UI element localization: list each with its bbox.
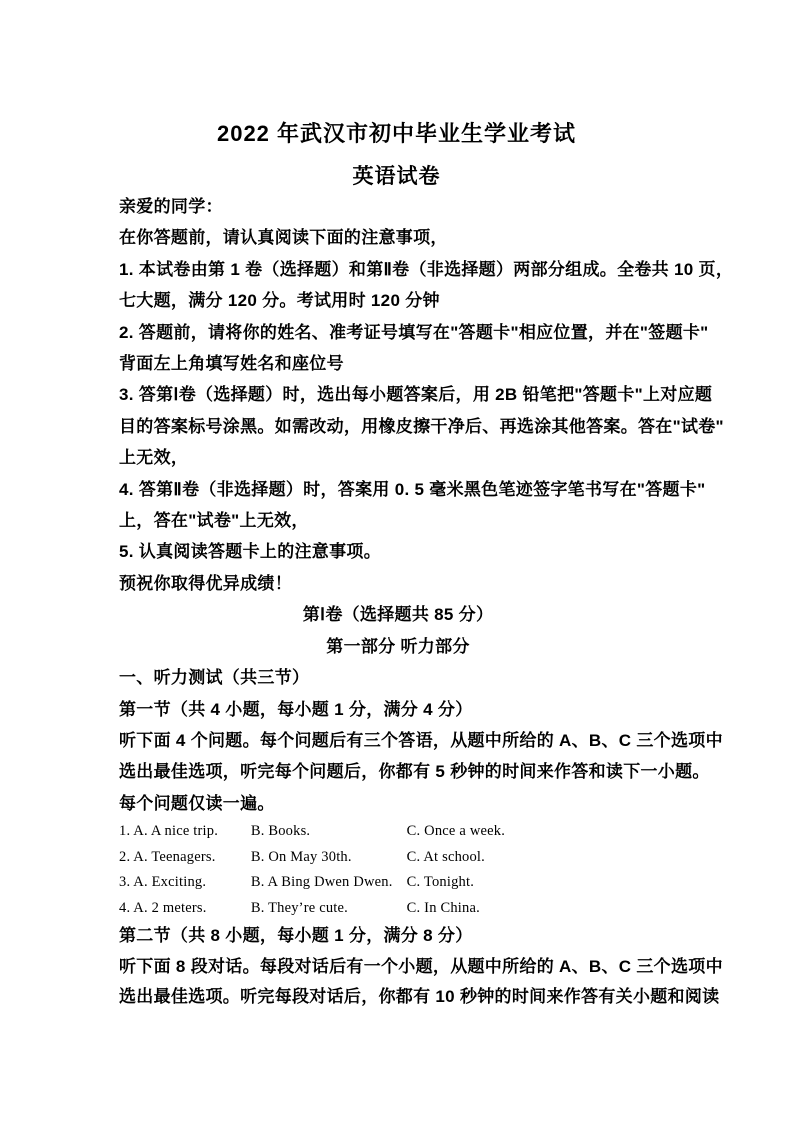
exam-subtitle: 英语试卷 <box>352 165 441 188</box>
question-row <box>119 896 677 922</box>
part2-instruction-line: 听下面 8 段对话。每段对话后有一个小题，从题中所给的 A、B、C 三个选项中 <box>119 956 723 976</box>
question-row <box>119 819 677 845</box>
part2-instruction-line: 选出最佳选项。听完每段对话后，你都有 10 秒钟的时间来作答有关小题和阅读 <box>119 987 720 1007</box>
option-b: B. They’re cute. <box>250 899 348 916</box>
option-a: 2. A. Teenagers. <box>119 848 216 865</box>
listening-section-heading: 一、听力测试（共三节） <box>119 668 310 688</box>
intro-lead: 在你答题前，请认真阅读下面的注意事项， <box>119 228 448 248</box>
question-row <box>119 870 677 896</box>
notice-line: 5. 认真阅读答题卡上的注意事项。 <box>119 542 382 562</box>
notice-line: 七大题，满分 120 分。考试用时 120 分钟 <box>119 291 440 311</box>
part1-heading: 第一节（共 4 小题，每小题 1 分，满分 4 分） <box>119 699 473 719</box>
notice-line: 目的答案标号涂黑。如需改动，用橡皮擦干净后、再选涂其他答案。答在"试卷" <box>119 416 724 436</box>
option-a: 4. A. 2 meters. <box>119 899 207 916</box>
exam-title: 2022 年武汉市初中毕业生学业考试 <box>216 121 577 146</box>
part1-instruction-line: 听下面 4 个问题。每个问题后有三个答语，从题中所给的 A、B、C 三个选项中 <box>119 730 723 750</box>
option-c: C. At school. <box>406 848 485 865</box>
option-a: 1. A. A nice trip. <box>119 823 219 840</box>
option-c: C. Once a week. <box>406 823 506 840</box>
option-a: 3. A. Exciting. <box>119 874 207 891</box>
wish-line: 预祝你取得优异成绩！ <box>119 573 292 593</box>
option-b: B. On May 30th. <box>250 848 352 865</box>
notice-line: 上无效， <box>119 448 189 468</box>
option-c: C. In China. <box>406 899 480 916</box>
part1-instruction-line: 每个问题仅读一遍。 <box>119 793 275 813</box>
salutation: 亲爱的同学： <box>119 197 223 216</box>
volume-heading: 第Ⅰ卷（选择题共 85 分） <box>302 605 494 625</box>
notice-line: 上，答在"试卷"上无效， <box>119 511 309 531</box>
part2-block <box>119 921 723 1013</box>
notice-line: 2. 答题前，请将你的姓名、准考证号填写在"答题卡"相应位置，并在"签题卡" <box>119 322 709 342</box>
part2-heading: 第二节（共 8 小题，每小题 1 分，满分 8 分） <box>119 926 473 946</box>
option-b: B. A Bing Dwen Dwen. <box>250 874 393 891</box>
question-row <box>119 845 677 871</box>
part1-instruction-line: 选出最佳选项，听完每个问题后，你都有 5 秒钟的时间来作答和读下一小题。 <box>119 762 710 782</box>
notice-line: 背面左上角填写姓名和座位号 <box>119 354 344 374</box>
notice-line: 1. 本试卷由第 1 卷（选择题）和第Ⅱ卷（非选择题）两部分组成。全卷共 10 页， <box>119 259 734 279</box>
notice-line: 3. 答第Ⅰ卷（选择题）时，选出每小题答案后，用 2B 铅笔把"答题卡"上对应题 <box>119 385 713 405</box>
exam-header <box>60 112 733 198</box>
notice-line: 4. 答第Ⅱ卷（非选择题）时，答案用 0. 5 毫米黑色笔迹签字笔书写在"答题卡" <box>119 479 706 499</box>
part-heading: 第一部分 听力部分 <box>326 636 470 656</box>
option-c: C. Tonight. <box>406 874 475 891</box>
exam-body <box>119 191 734 1013</box>
option-b: B. Books. <box>250 823 311 840</box>
